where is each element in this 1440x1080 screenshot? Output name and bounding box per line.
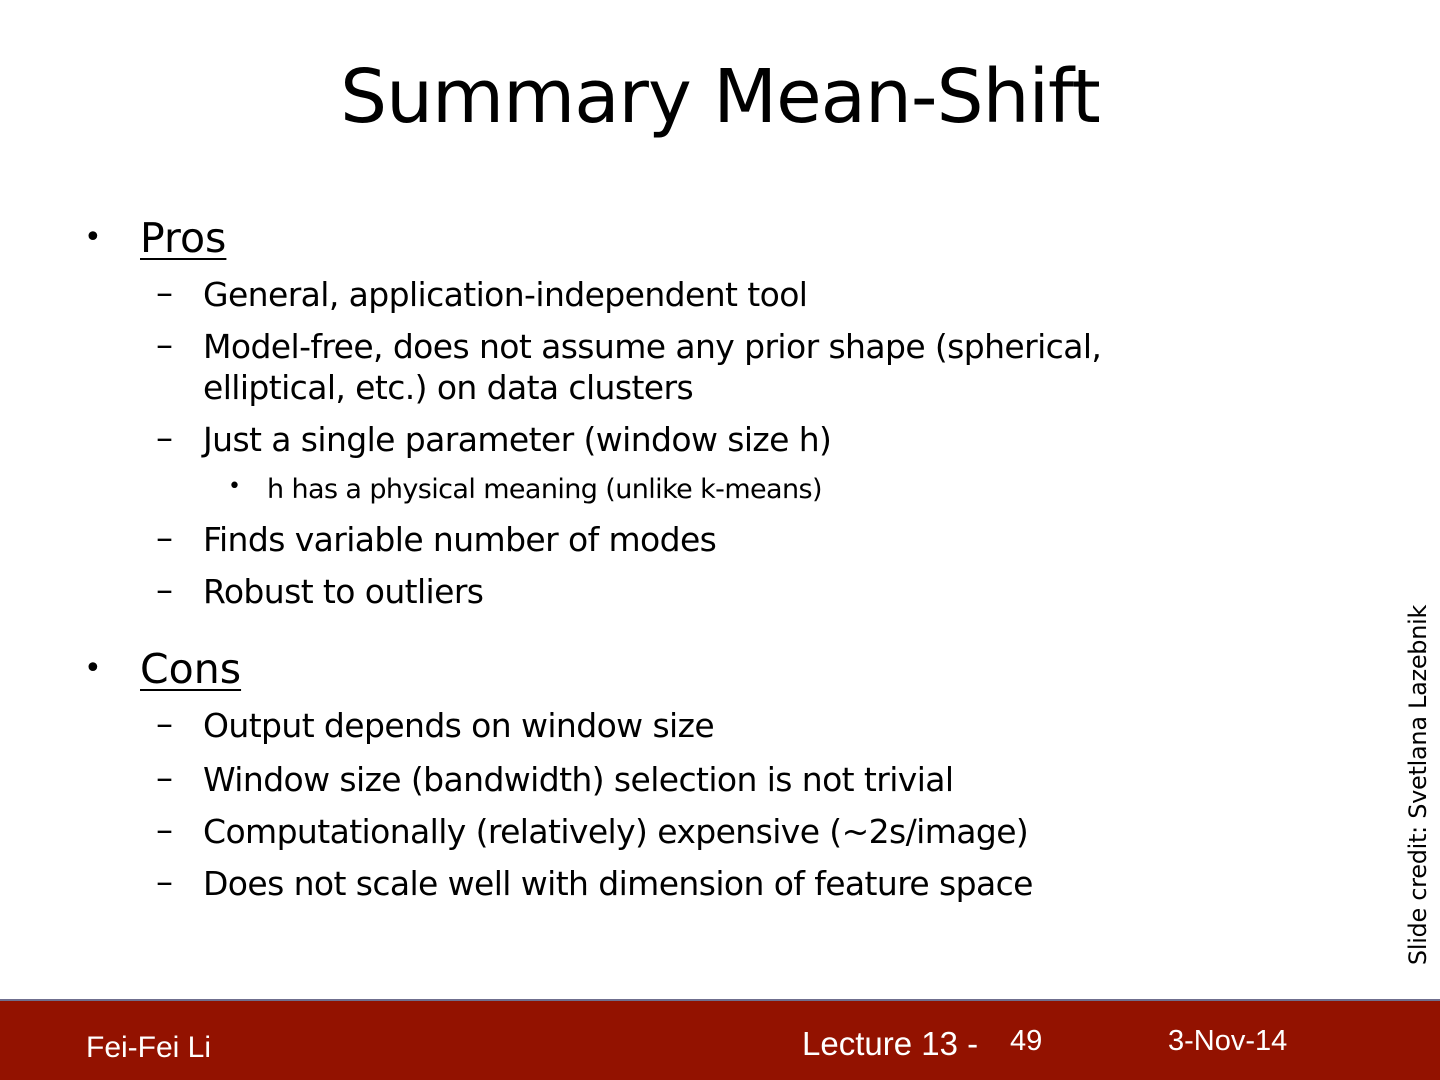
footer-page-number: 49 [1010, 1025, 1043, 1057]
bullet-icon: • [84, 651, 102, 686]
dash-icon: – [156, 810, 173, 850]
list-item-text: Robust to outliers [203, 572, 484, 611]
pros-heading: Pros [140, 214, 227, 262]
slide-credit: Slide credit: Svetlana Lazebnik [1404, 604, 1432, 966]
list-item-text: elliptical, etc.) on data clusters [203, 368, 694, 407]
dash-icon: – [156, 758, 173, 798]
list-item-text: Does not scale well with dimension of feature space [203, 864, 1033, 903]
list-item-text: Finds variable number of modes [203, 520, 717, 559]
dash-icon: – [156, 518, 173, 558]
footer-bar [0, 999, 1440, 1080]
footer-date: 3-Nov-14 [1168, 1025, 1288, 1057]
dash-icon: – [156, 325, 173, 365]
slide-title: Summary Mean-Shift [340, 54, 1100, 140]
cons-heading: Cons [140, 645, 242, 693]
list-item-text: h has a physical meaning (unlike k-means) [267, 474, 822, 505]
dash-icon: – [156, 862, 173, 902]
bullet-icon: • [228, 474, 241, 499]
list-item-text: Just a single parameter (window size h) [203, 420, 832, 459]
list-item-text: Computationally (relatively) expensive (~2s/image) [203, 812, 1029, 851]
footer-author: Fei-Fei Li [86, 1031, 212, 1064]
footer-lecture: Lecture 13 - [802, 1025, 979, 1062]
list-item-text: Window size (bandwidth) selection is not trivial [203, 760, 954, 799]
dash-icon: – [156, 273, 173, 313]
dash-icon: – [156, 704, 173, 744]
bullet-icon: • [84, 220, 102, 255]
dash-icon: – [156, 570, 173, 610]
list-item-text: Model-free, does not assume any prior shape (spherical, [203, 327, 1102, 366]
list-item-text: Output depends on window size [203, 706, 715, 745]
list-item-text: General, application-independent tool [203, 275, 808, 314]
dash-icon: – [156, 418, 173, 458]
